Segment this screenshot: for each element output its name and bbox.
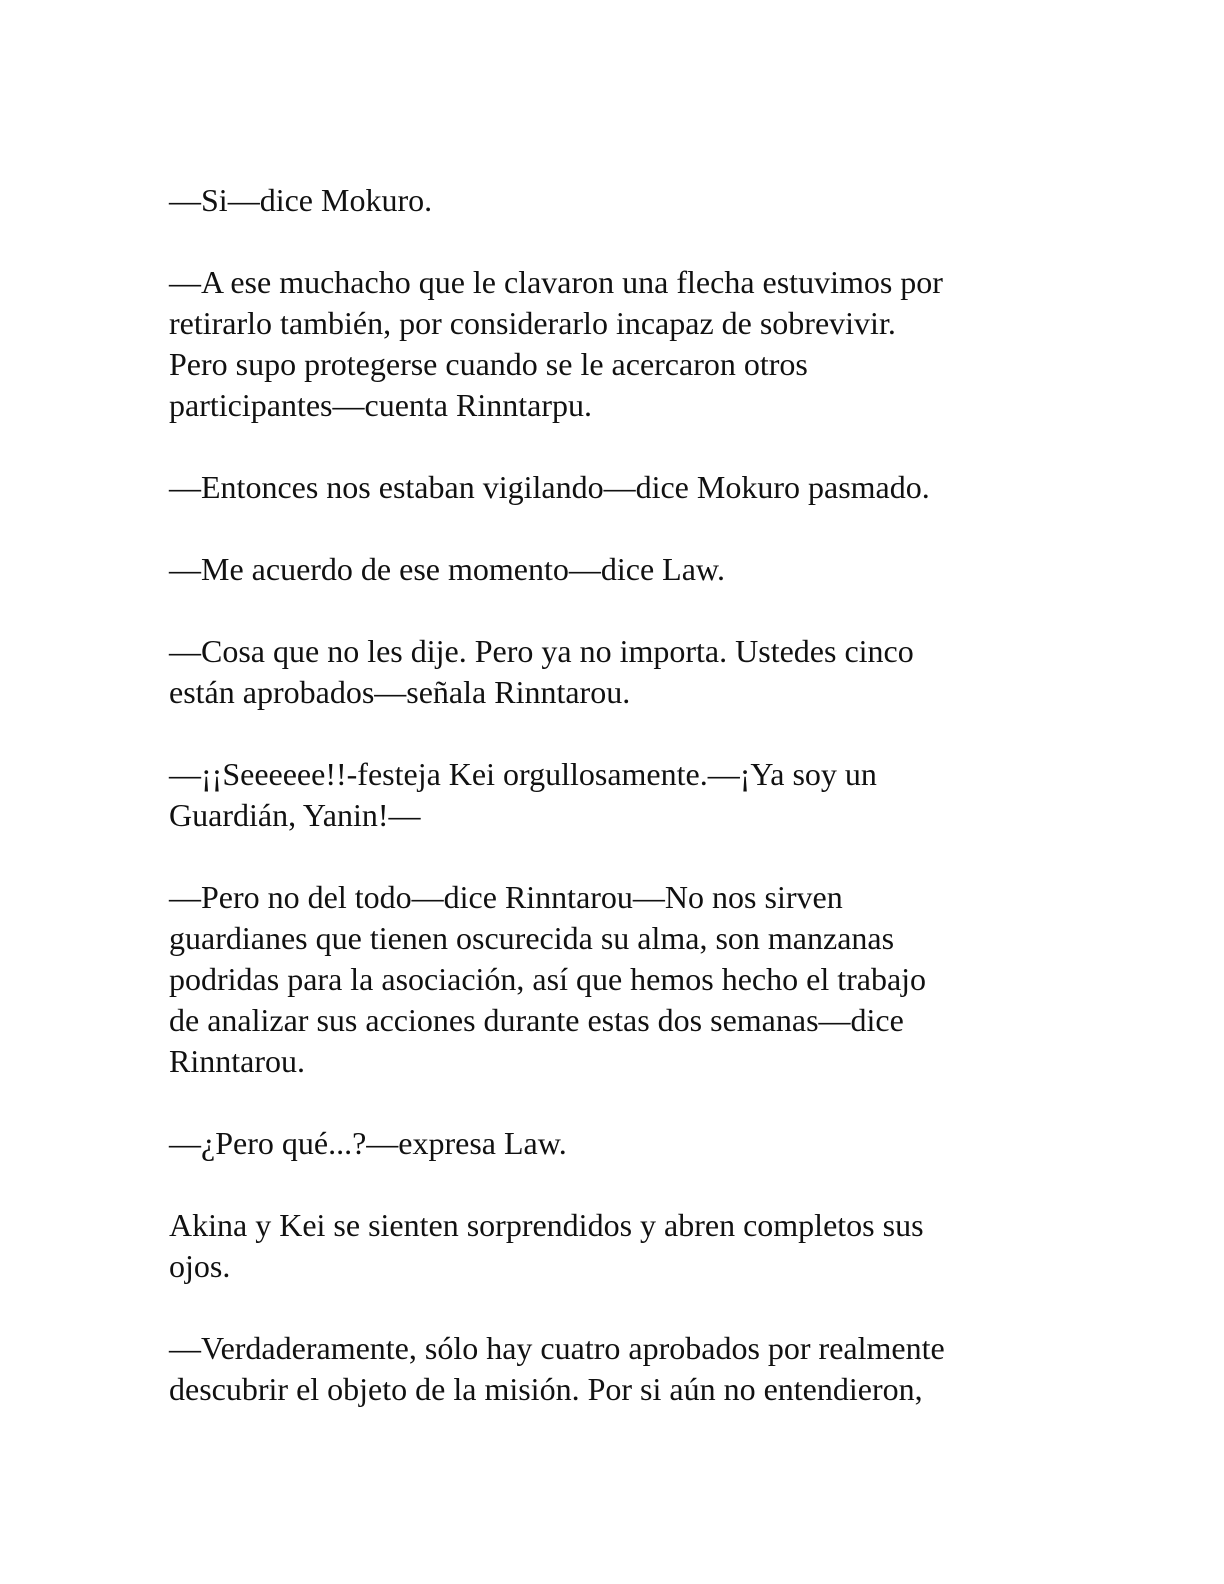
paragraph: Akina y Kei se sienten sorprendidos y abren completos sus ojos. — [169, 1207, 924, 1284]
paragraph: —Entonces nos estaban vigilando—dice Mokuro pasmado. — [169, 469, 930, 505]
paragraph: —Si—dice Mokuro. — [169, 182, 433, 218]
document-page — [169, 180, 1049, 1451]
paragraph: —Cosa que no les dije. Pero ya no importa. Ustedes cinco están aprobados—señala Rinntarou. — [169, 633, 914, 710]
paragraph: —A ese muchacho que le clavaron una flecha estuvimos por retirarlo también, por considerarlo incapaz de sobrevivir. Pero supo protegerse cuando se le acercaron otros participantes—cuenta Rinntarpu. — [169, 264, 943, 423]
paragraph: —¡¡Seeeeee!!-festeja Kei orgullosamente.—¡Ya soy un Guardián, Yanin!— — [169, 756, 877, 833]
paragraph: —Verdaderamente, sólo hay cuatro aprobados por realmente descubrir el objeto de la misión. Por si aún no entendieron, — [169, 1330, 945, 1407]
paragraph: —Pero no del todo—dice Rinntarou—No nos sirven guardianes que tienen oscurecida su alma, son manzanas podridas para la asociación, así que hemos hecho el trabajo de analizar sus acciones durante estas dos semanas—dice Rinntarou. — [169, 879, 927, 1079]
paragraph: —Me acuerdo de ese momento—dice Law. — [169, 551, 725, 587]
paragraph: —¿Pero qué...?—expresa Law. — [169, 1125, 567, 1161]
